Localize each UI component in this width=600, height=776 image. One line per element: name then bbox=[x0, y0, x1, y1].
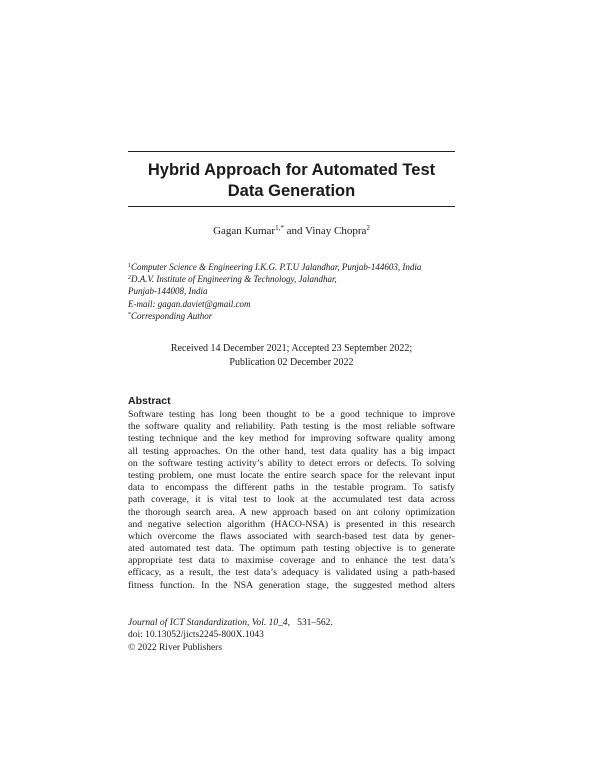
author-list bbox=[128, 224, 455, 238]
abstract-line: on the software testing activity’s ability to detect errors or defects. To solving bbox=[128, 457, 455, 469]
affiliation-2-text-line-2: Punjab-144008, India bbox=[128, 286, 208, 297]
copyright-line: © 2022 River Publishers bbox=[128, 642, 223, 653]
abstract-line: testing problem, one must locate the entire search space for the relevant input bbox=[128, 469, 455, 481]
affiliation-1-superscript: 1 bbox=[128, 263, 131, 269]
paper-title bbox=[128, 160, 455, 202]
affiliation-1-text: Computer Science & Engineering I.K.G. P.T.U Jalandhar, Punjab-144603, India bbox=[131, 262, 422, 272]
title-top-rule bbox=[128, 151, 455, 152]
abstract-line: which overcome the flaws associated with search-based test data by gener- bbox=[128, 530, 455, 542]
journal-footer bbox=[128, 617, 333, 654]
corresponding-author-text: Corresponding Author bbox=[131, 310, 213, 321]
journal-citation bbox=[128, 617, 333, 629]
author-1-superscript: 1,* bbox=[275, 224, 284, 232]
contact-email: E-mail: gagan.daviet@gmail.com bbox=[128, 298, 251, 309]
affiliation-1 bbox=[128, 261, 468, 273]
corresponding-superscript: * bbox=[128, 311, 131, 318]
abstract-line: testing technique and the key method for improving software quality among bbox=[128, 433, 455, 445]
abstract-line: efficacy, as a result, the test data’s adequacy is validated using a path-based bbox=[128, 567, 455, 579]
author-1-name: Gagan Kumar bbox=[213, 225, 276, 237]
doi-line: doi: 10.13052/jicts2245-800X.1043 bbox=[128, 630, 264, 641]
abstract-line: data to encompass the different paths in the testable program. To satisfy bbox=[128, 482, 455, 494]
author-2-name: Vinay Chopra bbox=[305, 225, 367, 237]
abstract-line: path coverage, it is vital test to look at the accumulated test data across bbox=[128, 494, 455, 506]
title-line-1: Hybrid Approach for Automated Test bbox=[147, 161, 436, 179]
abstract-heading: Abstract bbox=[128, 395, 171, 407]
dates-line-2: Publication 02 December 2022 bbox=[229, 357, 354, 368]
abstract-line: the software quality and reliability. Path testing is the most reliable software bbox=[128, 421, 455, 433]
affiliations bbox=[128, 261, 468, 322]
abstract-line: the thorough search area. A new approach based on ant colony optimization bbox=[128, 506, 455, 518]
abstract-line: all testing approaches. On the other hand, test data quality has a big impact bbox=[128, 445, 455, 457]
abstract-line: fitness function. In the NSA generation stage, the suggested method alters bbox=[128, 579, 455, 591]
journal-name: Journal of ICT Standardization, Vol. 10_4, bbox=[128, 618, 291, 628]
abstract-body bbox=[128, 409, 455, 592]
abstract-line: and negative selection algorithm (HACO-NSA) is presented in this research bbox=[128, 518, 455, 530]
affiliation-2-superscript: 2 bbox=[128, 275, 131, 282]
affiliation-2 bbox=[128, 273, 468, 285]
title-line-2: Data Generation bbox=[227, 182, 356, 200]
author-conjunction: and bbox=[286, 225, 303, 237]
affiliation-2-text-line-1: D.A.V. Institute of Engineering & Technology, Jalandhar, bbox=[131, 274, 337, 285]
title-bottom-rule bbox=[128, 206, 455, 207]
journal-pages: 531–562. bbox=[297, 618, 333, 628]
author-2-superscript: 2 bbox=[366, 224, 370, 232]
dates-line-1: Received 14 December 2021; Accepted 23 September 2022; bbox=[170, 343, 413, 354]
corresponding-author-note bbox=[128, 310, 468, 322]
abstract-line: appropriate test data to maximise coverage and to enhance the test data’s bbox=[128, 555, 455, 567]
abstract-line: Software testing has long been thought to be a good technique to improve bbox=[128, 409, 455, 420]
abstract-line: ated automated test data. The optimum path testing objective is to generate bbox=[128, 543, 455, 555]
publication-dates bbox=[128, 342, 455, 370]
